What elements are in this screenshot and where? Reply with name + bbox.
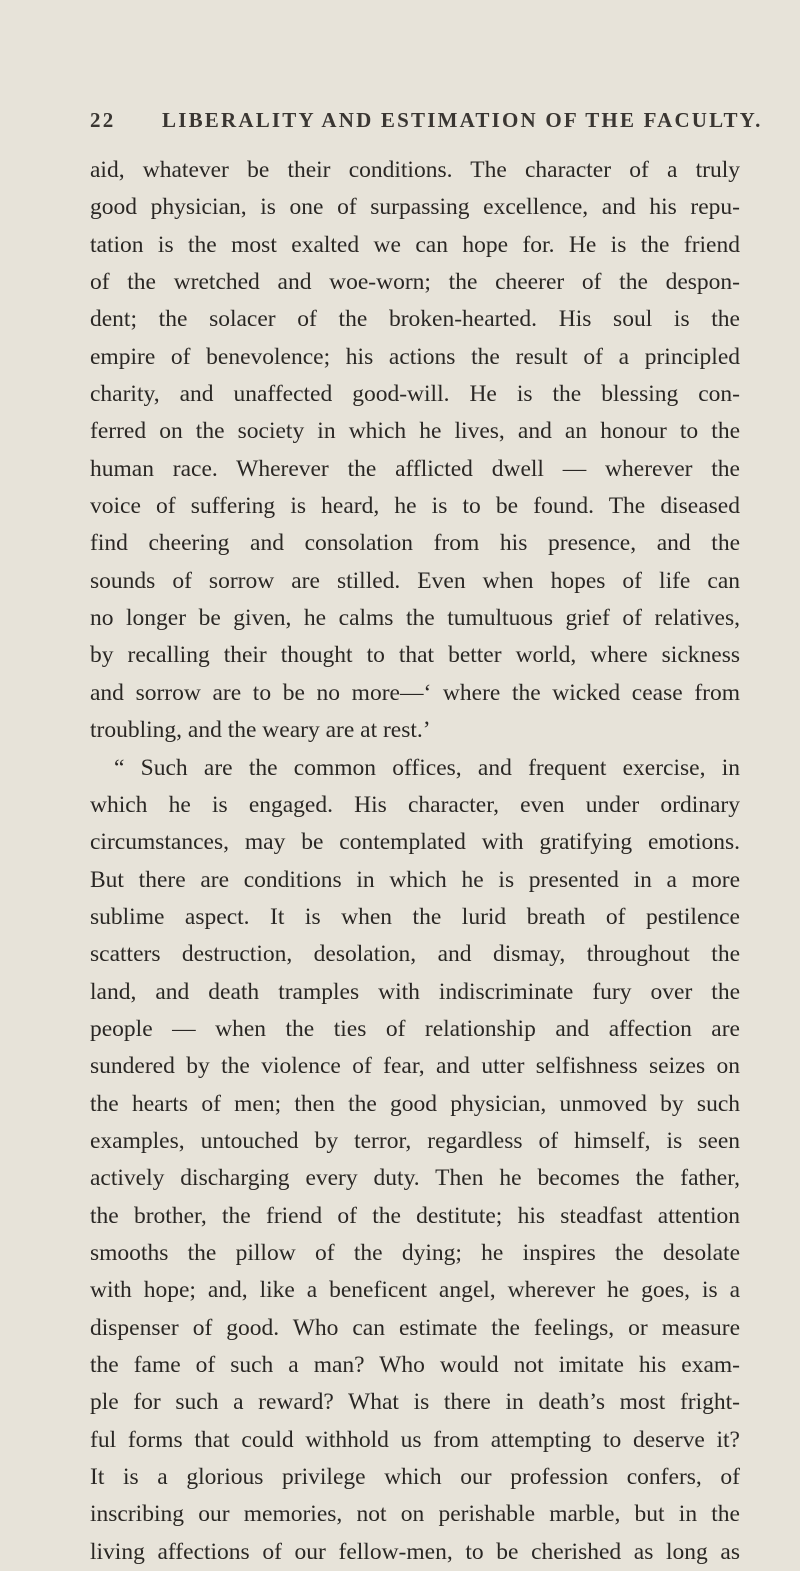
text-line: no longer be given, he calms the tumultuous grief of relatives, — [90, 605, 740, 632]
text-line: smooths the pillow of the dying; he inspires the desolate — [90, 1239, 740, 1266]
text-line: dent; the solacer of the broken-hearted. His soul is the — [90, 306, 740, 333]
text-line: ferred on the society in which he lives, and an honour to the — [90, 418, 740, 445]
text-line: actively discharging every duty. Then he becomes the father, — [90, 1165, 740, 1192]
text-line: with hope; and, like a beneficent angel, wherever he goes, is a — [90, 1277, 740, 1304]
text-line: by recalling their thought to that better world, where sickness — [90, 642, 740, 669]
text-line: voice of suffering is heard, he is to be found. The diseased — [90, 493, 740, 520]
text-line: empire of benevolence; his actions the result of a principled — [90, 343, 740, 370]
text-line: people — when the ties of relationship and affection are — [90, 1015, 740, 1042]
text-line: land, and death tramples with indiscriminate fury over the — [90, 978, 740, 1005]
text-line: find cheering and consolation from his presence, and the — [90, 530, 740, 557]
text-line: It is a glorious privilege which our profession confers, of — [90, 1464, 740, 1491]
text-line: examples, untouched by terror, regardless of himself, is seen — [90, 1127, 740, 1154]
text-line: ful forms that could withhold us from attempting to deserve it? — [90, 1426, 740, 1453]
text-line: the brother, the friend of the destitute; his steadfast attention — [90, 1202, 740, 1229]
text-line: sublime aspect. It is when the lurid breath of pestilence — [90, 903, 740, 930]
text-line: the hearts of men; then the good physician, unmoved by such — [90, 1090, 740, 1117]
text-line: and sorrow are to be no more—‘ where the wicked cease from — [90, 679, 740, 706]
text-line: good physician, is one of surpassing excellence, and his repu- — [90, 194, 740, 221]
paragraph-end-line: troubling, and the weary are at rest.’ — [90, 717, 431, 744]
running-title: LIBERALITY AND ESTIMATION OF THE FACULTY. — [162, 108, 763, 132]
text-line: the fame of such a man? Who would not imitate his exam- — [90, 1352, 740, 1378]
text-line: ple for such a reward? What is there in death’s most fright- — [90, 1389, 740, 1416]
body-text — [90, 152, 740, 1571]
page-number: 22 — [90, 108, 116, 132]
text-line: inscribing our memories, not on perishable marble, but in the — [90, 1501, 740, 1528]
text-line: sounds of sorrow are stilled. Even when hopes of life can — [90, 567, 740, 594]
text-line: tation is the most exalted we can hope for. He is the friend — [90, 231, 740, 258]
text-line: But there are conditions in which he is presented in a more — [90, 866, 740, 893]
text-line: scatters destruction, desolation, and dismay, throughout the — [90, 941, 740, 968]
running-head — [90, 108, 763, 133]
text-line: which he is engaged. His character, even under ordinary — [90, 791, 740, 818]
text-line: of the wretched and woe-worn; the cheerer of the despon- — [90, 269, 740, 296]
text-line: living affections of our fellow-men, to be cherished as long as — [90, 1538, 740, 1565]
text-line: sundered by the violence of fear, and utter selfishness seizes on — [90, 1053, 740, 1080]
text-line: human race. Wherever the afflicted dwell — wherever the — [90, 455, 740, 482]
text-line: circumstances, may be contemplated with gratifying emotions. — [90, 829, 740, 856]
paragraph-start-line: “ Such are the common offices, and frequent exercise, in — [114, 754, 740, 781]
text-line: dispenser of good. Who can estimate the feelings, or measure — [90, 1314, 740, 1341]
text-line: aid, whatever be their conditions. The character of a truly — [90, 157, 740, 183]
text-line: charity, and unaffected good-will. He is the blessing con- — [90, 381, 740, 408]
